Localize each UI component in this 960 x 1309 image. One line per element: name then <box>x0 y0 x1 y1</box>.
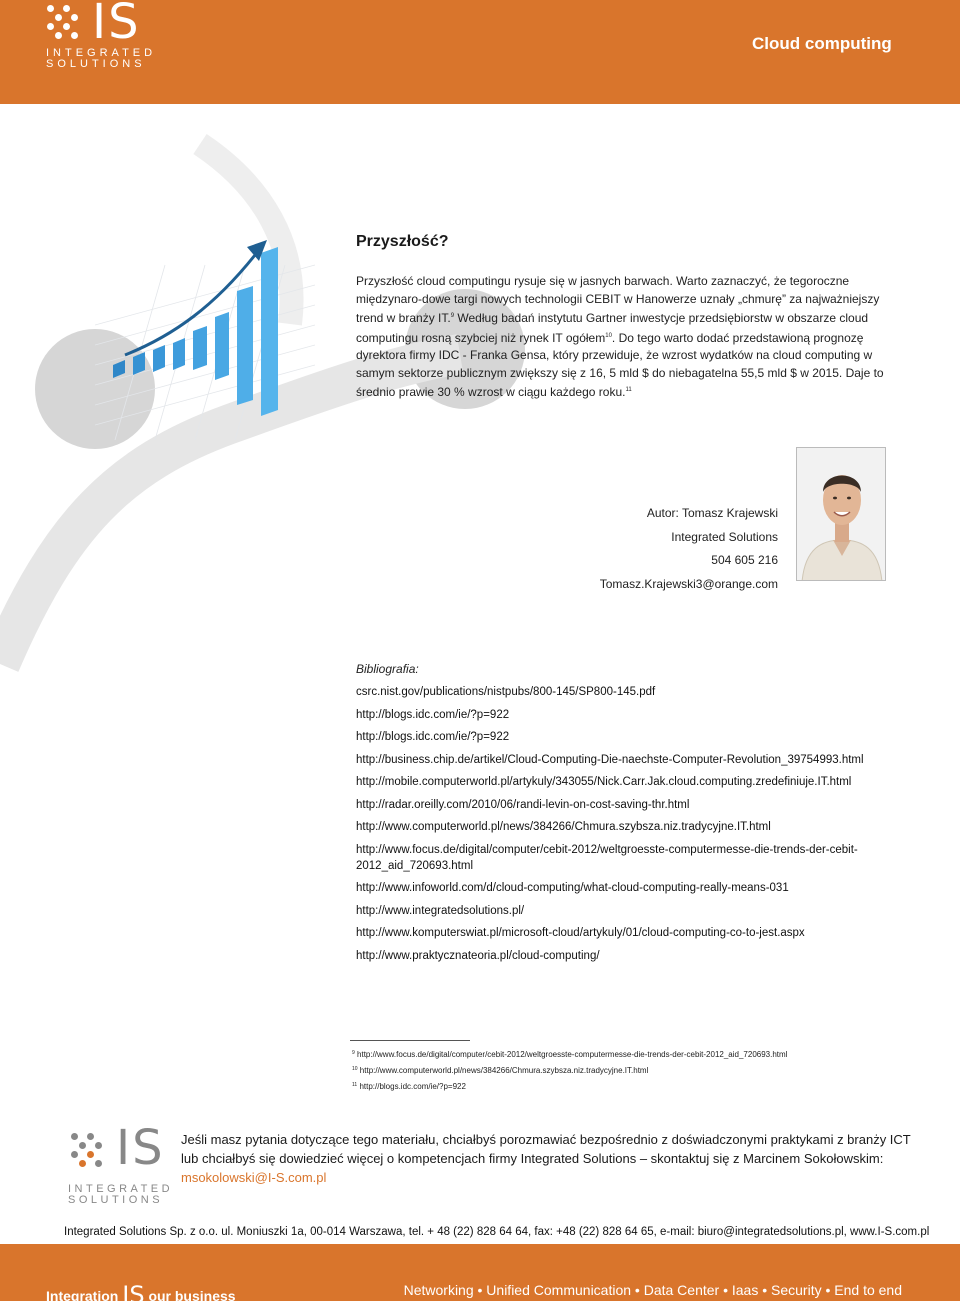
article-paragraph: Przyszłość cloud computingu rysuje się w jasnych barwach. Warto zaznaczyć, że tegoroczne międzynaro-dowe targi nowych technologii CEBIT w Hanowerze uznały „chmurę” za najważniejszy trend w branży IT.$^9$ Według badań instytutu Gartner inwestycje przedsiębiorstw w obszarze cloud computingu rosną szybciej niż rynek IT ogółem$^{10}$. Do tego warto dodać przedstawioną prognozę dyrektora firmy IDC - Franka Gensa, który przewiduje, że wzrost wydatków na cloud computing w samym sektorze publicznym zwiększy się z 16, 5 mld $ do niebagatelna 55,5 mld $ w 2015. Daje to średnio prawie 30 % wzrost w ciągu każdego roku.$^{11}$ <box>356 274 884 399</box>
footnote-ref-10[interactable]: 10 <box>605 332 612 339</box>
footer-slogan: Integration IS our business <box>46 1281 236 1309</box>
section-title: Przyszłość? <box>356 233 449 250</box>
logo-subtitle: INTEGRATED SOLUTIONS <box>68 1183 174 1206</box>
header-bar <box>0 0 960 104</box>
author-phone: 504 605 216 <box>711 553 778 567</box>
bibliography-list <box>356 684 896 970</box>
footnote-ref-11[interactable]: 11 <box>625 387 632 393</box>
bibliography-item[interactable]: http://www.computerworld.pl/news/384266/Chmura.szybsza.niz.tradycyjne.IT.html <box>356 821 771 833</box>
company-logo-bottom[interactable] <box>64 1120 174 1212</box>
footnotes <box>352 1046 787 1094</box>
bibliography-item[interactable]: http://blogs.idc.com/ie/?p=922 <box>356 731 510 743</box>
bibliography-item[interactable]: csrc.nist.gov/publications/nistpubs/800-145/SP800-145.pdf <box>356 686 656 698</box>
contact-paragraph: Jeśli masz pytania dotyczące tego materiału, chciałbyś porozmawiać bezpośrednio z doświadczonymi praktykami z branży ICT lub chciałbyś się dowiedzieć więcej o kompetencjach firmy Integrated Solutions – skontaktuj się z Marcinem Sokołowskim: msokolowski@I-S.com.pl <box>181 1132 911 1185</box>
logo-dots-icon <box>69 1133 111 1175</box>
growth-chart-image <box>95 195 315 440</box>
bibliography-item[interactable]: http://radar.oreilly.com/2010/06/randi-levin-on-cost-saving-thr.html <box>356 798 690 811</box>
footnote-item: $^9$ http://www.focus.de/digital/computer/cebit-2012/weltgroesste-computermesse-die-trends-der-cebit-2012_aid_720693.html <box>352 1050 788 1059</box>
bibliography-item[interactable]: http://www.focus.de/digital/computer/cebit-2012/weltgroesste-computermesse-die-trends-der-cebit-2012_aid_720693.html <box>356 843 858 872</box>
bibliography-item[interactable]: http://www.komputerswiat.pl/microsoft-cloud/artykuly/01/cloud-computing-co-to-jest.aspx <box>356 927 805 939</box>
author-photo <box>796 447 886 581</box>
author-email[interactable]: Tomasz.Krajewski3@orange.com <box>599 576 778 591</box>
logo-is-text: IS <box>92 0 141 50</box>
bibliography-item[interactable]: http://www.infoworld.com/d/cloud-computing/what-cloud-computing-really-means-031 <box>356 882 789 894</box>
footnote-ref-9[interactable]: 9 <box>450 313 455 319</box>
bibliography-item[interactable]: http://blogs.idc.com/ie/?p=922 <box>356 708 510 721</box>
author-name: Autor: Tomasz Krajewski <box>646 506 778 520</box>
author-block <box>600 502 778 596</box>
company-logo[interactable] <box>40 0 170 80</box>
company-address-line: Integrated Solutions Sp. z o.o. ul. Moniuszki 1a, 00-014 Warszawa, tel. + 48 (22) 828 64 64, fax: +48 (22) 828 64 65, e-mail: biuro@integratedsolutions.pl, www.I-S.com.pl <box>64 1226 930 1238</box>
contact-email-link[interactable]: msokolowski@I-S.com.pl <box>181 1170 327 1185</box>
logo-is-text: IS <box>116 1120 165 1176</box>
bibliography-item[interactable]: http://mobile.computerworld.pl/artykuly/343055/Nick.Carr.Jak.cloud.computing.zredefiniuje.IT.html <box>356 776 852 788</box>
author-company: Integrated Solutions <box>671 529 778 544</box>
footer-services: Networking • Unified Communication • Data Center • Iaas • Security • End to end <box>403 1282 902 1298</box>
bibliography-item[interactable]: http://www.integratedsolutions.pl/ <box>356 904 525 917</box>
footnote-divider <box>350 1040 470 1041</box>
bibliography-item[interactable]: http://www.praktycznateoria.pl/cloud-computing/ <box>356 949 600 962</box>
logo-dots-icon <box>45 5 87 47</box>
footer-bar <box>0 1244 960 1309</box>
footnote-item: $^{10}$ http://www.computerworld.pl/news/384266/Chmura.szybsza.niz.tradycyjne.IT.html <box>352 1066 649 1075</box>
bibliography-item[interactable]: http://business.chip.de/artikel/Cloud-Computing-Die-naechste-Computer-Revolution_39754993.html <box>356 753 864 766</box>
page-title: Cloud computing <box>752 34 892 53</box>
footnote-item: $^{11}$ http://blogs.idc.com/ie/?p=922 <box>352 1082 466 1091</box>
logo-subtitle: INTEGRATED SOLUTIONS <box>46 47 157 70</box>
bibliography-title: Bibliografia: <box>356 662 419 676</box>
